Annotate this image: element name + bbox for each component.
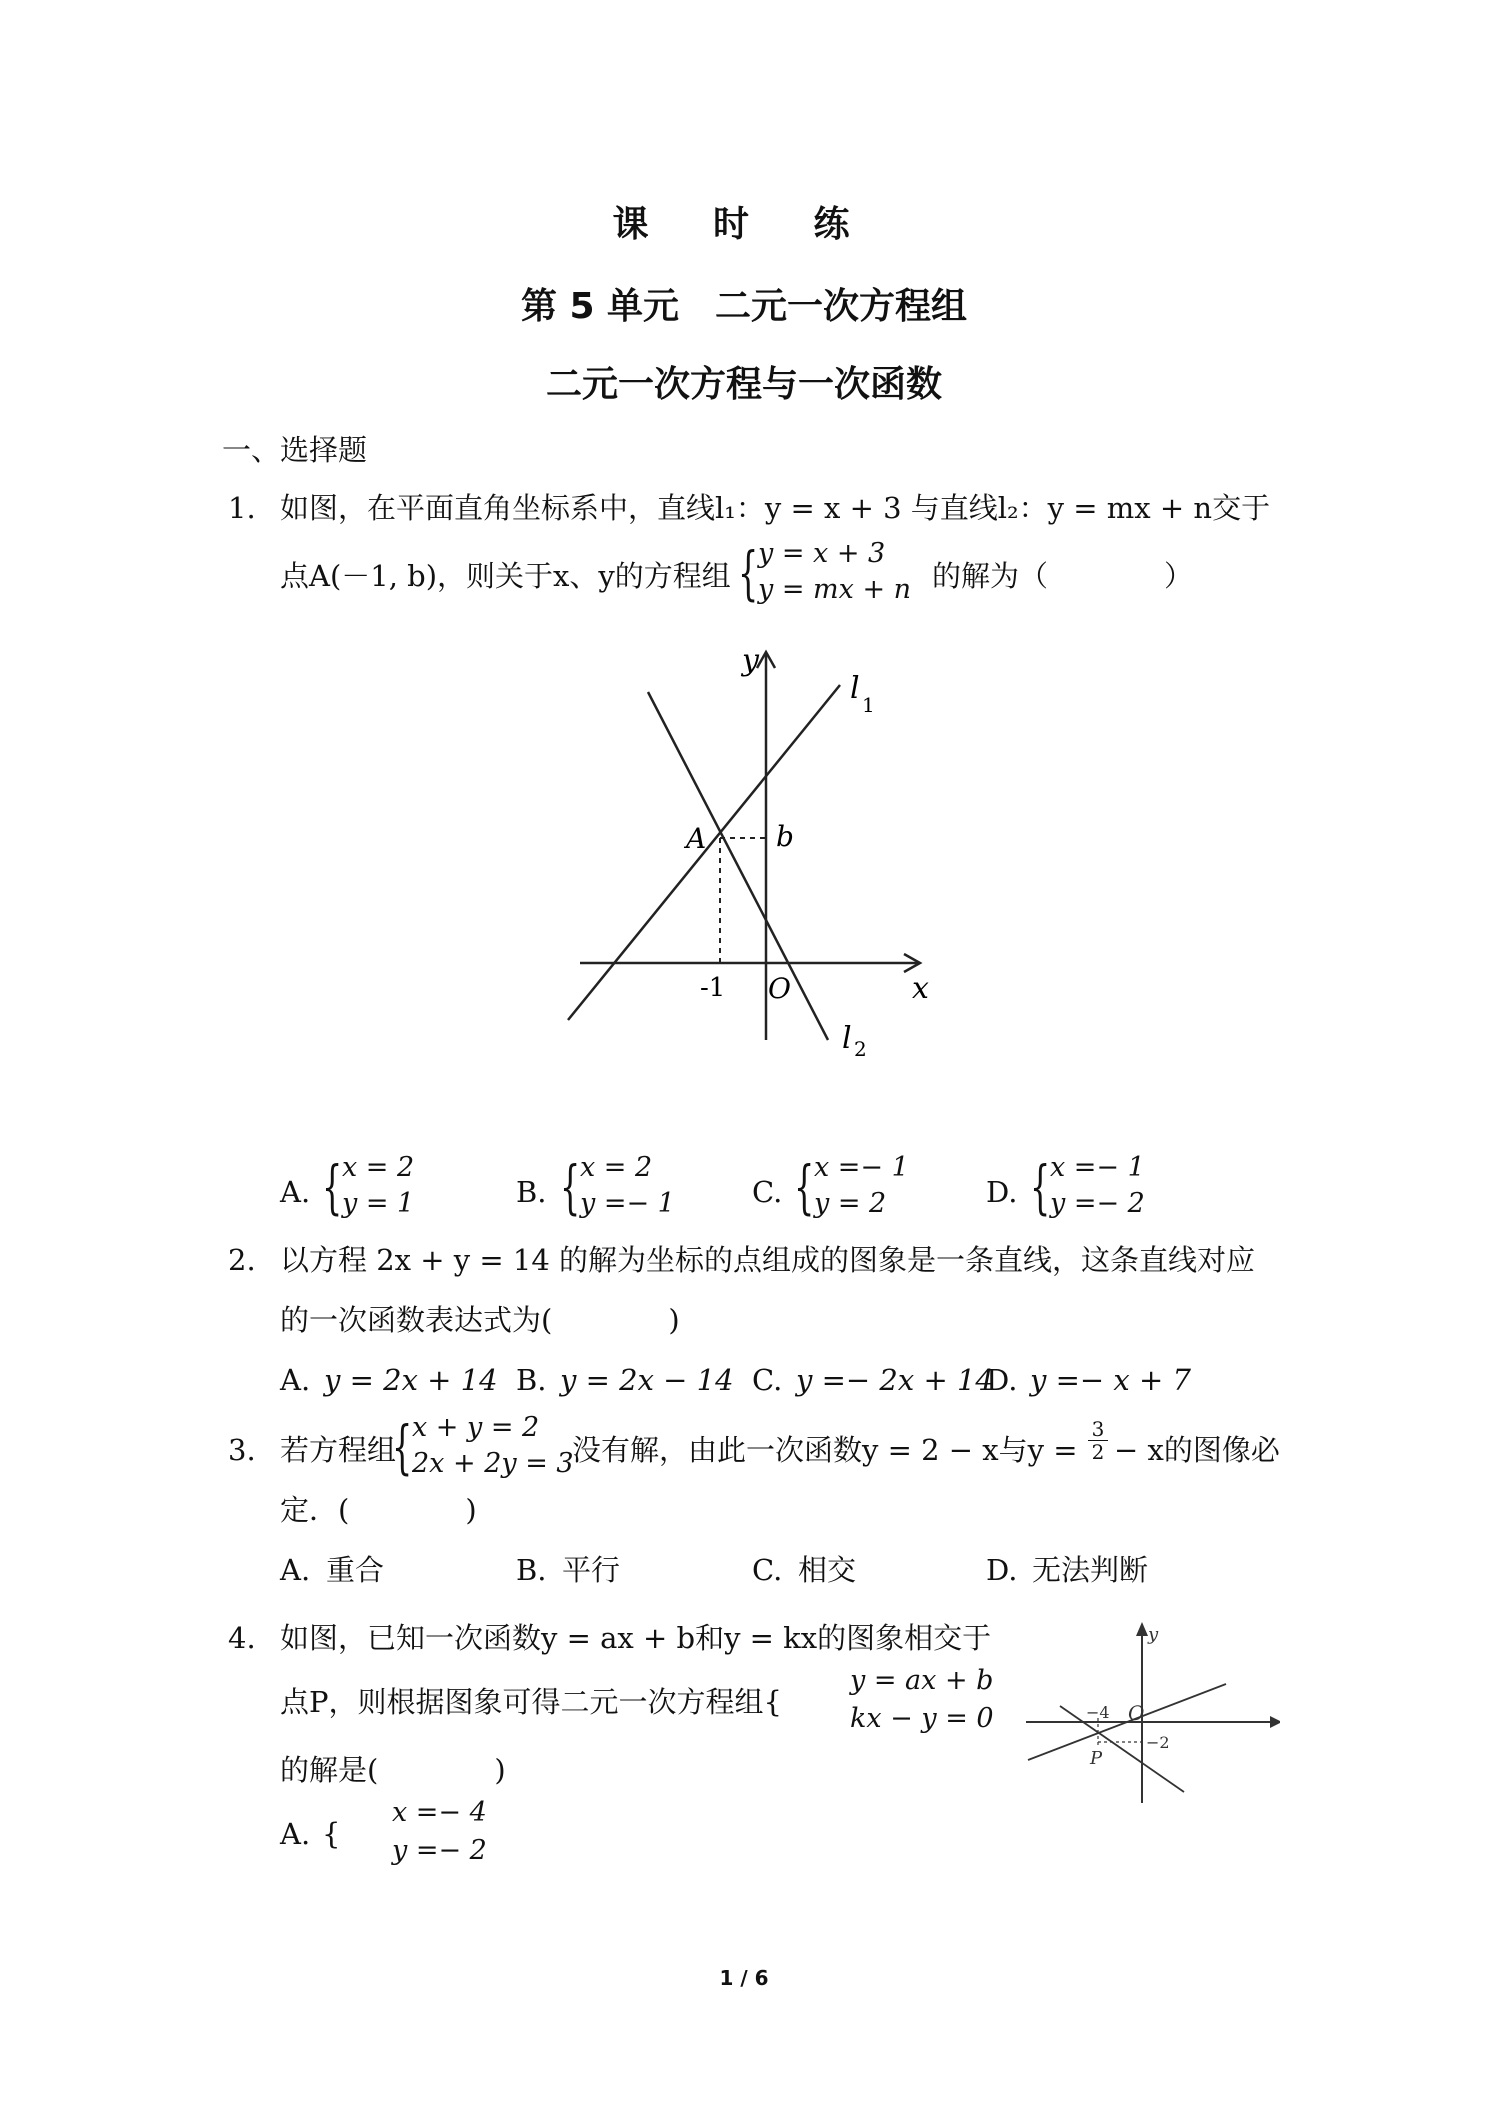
q1-y-label: y xyxy=(742,643,759,678)
q3-fraction-denominator: 2 xyxy=(1091,1440,1105,1464)
q4-x-arrow xyxy=(1270,1716,1280,1728)
q1-text-line2-post: 的解为（ ） xyxy=(932,559,1194,593)
q1-option-a-system xyxy=(322,1150,472,1224)
q3-system-row1: x + y = 2 xyxy=(412,1412,540,1443)
q1-option-d-brace: { xyxy=(1030,1153,1051,1221)
q4-origin-label: O xyxy=(1128,1701,1145,1725)
q4-system-row1: y = ax + b xyxy=(850,1665,994,1696)
q2-option-c-text: y =− 2x + 14 xyxy=(796,1363,994,1397)
q1-option-b-row2: y =− 1 xyxy=(580,1188,675,1219)
q2-option-b-letter: B. xyxy=(516,1363,547,1397)
q1-option-b-brace: { xyxy=(560,1153,581,1221)
q3-option-c-text: 相交 xyxy=(798,1553,857,1587)
q1-option-a-row2: y = 1 xyxy=(342,1188,415,1219)
q4-text-line1: 如图，已知一次函数y = ax + b和y = kx的图象相交于 xyxy=(280,1621,992,1655)
q1-option-a-row1: x = 2 xyxy=(342,1152,415,1183)
page-title: 课 时 练 xyxy=(612,204,876,245)
q4-y-arrow xyxy=(1136,1622,1148,1636)
q1-b-label: b xyxy=(776,820,794,853)
page-number: 1 / 6 xyxy=(719,1966,769,1990)
q4-neg2-label: −2 xyxy=(1146,1733,1170,1752)
q4-option-a-letter: A. xyxy=(280,1817,311,1851)
q1-option-c-row1: x =− 1 xyxy=(814,1152,909,1183)
q1-system-row1: y = x + 3 xyxy=(758,538,886,569)
q2-text-line1: 以方程 2x + y = 14 的解为坐标的点组成的图象是一条直线，这条直线对应 xyxy=(280,1243,1255,1277)
q4-system-row2: kx − y = 0 xyxy=(850,1703,994,1734)
q3-fraction xyxy=(1088,1418,1108,1463)
unit-title: 第 5 单元 二元一次方程组 xyxy=(520,286,968,327)
q1-option-c-letter: C. xyxy=(752,1175,783,1209)
q3-equation-system xyxy=(392,1410,574,1484)
q3-option-d-letter: D. xyxy=(986,1553,1018,1587)
q1-graph-figure xyxy=(560,640,950,1060)
q4-graph-figure xyxy=(1020,1618,1280,1808)
q1-neg1-tick-label: -1 xyxy=(700,973,726,1003)
q1-text-line2-pre: 点A(－1, b)，则关于x、y的方程组 xyxy=(280,559,731,593)
q3-text-line2: 定．( ) xyxy=(280,1493,477,1527)
q1-l2-subscript: 2 xyxy=(854,1037,867,1060)
q4-number: 4. xyxy=(228,1621,256,1655)
q4-option-a-system xyxy=(392,1794,487,1870)
q4-y-label: y xyxy=(1148,1624,1159,1645)
q3-option-a-text: 重合 xyxy=(326,1553,385,1587)
q1-option-c-brace: { xyxy=(794,1153,815,1221)
q4-option-a-brace: { xyxy=(322,1817,341,1851)
q1-x-label: x xyxy=(912,971,929,1006)
q3-system-row2: 2x + 2y = 3 xyxy=(412,1448,574,1479)
q1-brace: { xyxy=(738,539,759,607)
q1-option-b-letter: B. xyxy=(516,1175,547,1209)
lesson-title: 二元一次方程与一次函数 xyxy=(545,364,942,405)
q1-origin-label: O xyxy=(768,972,791,1005)
q3-text-post: − x的图像必 xyxy=(1114,1433,1280,1467)
q3-option-c-letter: C. xyxy=(752,1553,783,1587)
q3-text-mid: 没有解，由此一次函数y = 2 − x与y = xyxy=(572,1433,1078,1467)
q1-option-b-system xyxy=(560,1150,710,1224)
q3-option-d-text: 无法判断 xyxy=(1032,1553,1149,1587)
q4-equation-system xyxy=(850,1662,994,1738)
q3-option-b-letter: B. xyxy=(516,1553,547,1587)
q1-option-d-system xyxy=(1030,1150,1180,1224)
q1-l1-label: l xyxy=(850,671,860,706)
q1-l2-label: l xyxy=(842,1021,852,1056)
q2-text-line2: 的一次函数表达式为( ) xyxy=(280,1303,680,1337)
q1-text-line1: 如图，在平面直角坐标系中，直线l₁：y = x + 3 与直线l₂：y = mx + n交于 xyxy=(280,491,1271,525)
q4-text-line3: 的解是( ) xyxy=(280,1753,506,1787)
q2-number: 2. xyxy=(228,1243,256,1277)
q1-number: 1. xyxy=(228,491,256,525)
q1-l1-subscript: 1 xyxy=(862,693,875,717)
q3-option-b-text: 平行 xyxy=(562,1553,621,1587)
q2-option-a-letter: A. xyxy=(280,1363,311,1397)
q4-option-a-row1: x =− 4 xyxy=(392,1797,487,1828)
q1-line-l2 xyxy=(648,692,828,1040)
q1-option-b-row1: x = 2 xyxy=(580,1152,653,1183)
q2-option-d-text: y =− x + 7 xyxy=(1030,1363,1191,1397)
q1-system-row2: y = mx + n xyxy=(758,574,912,605)
q3-fraction-numerator: 3 xyxy=(1091,1417,1105,1441)
q1-option-d-row1: x =− 1 xyxy=(1050,1152,1145,1183)
section-heading: 一、选择题 xyxy=(222,433,368,467)
q1-option-c-system xyxy=(794,1150,944,1224)
q4-point-p-label: P xyxy=(1090,1748,1103,1769)
q1-option-a-brace: { xyxy=(322,1153,343,1221)
q1-point-a-label: A xyxy=(686,822,707,855)
q2-option-d-letter: D. xyxy=(986,1363,1018,1397)
q1-option-a-letter: A. xyxy=(280,1175,311,1209)
q1-option-d-letter: D. xyxy=(986,1175,1018,1209)
q3-number: 3. xyxy=(228,1433,256,1467)
q1-option-d-row2: y =− 2 xyxy=(1050,1188,1145,1219)
q4-text-line2-pre: 点P，则根据图象可得二元一次方程组{ xyxy=(280,1685,782,1719)
q4-option-a-row2: y =− 2 xyxy=(392,1835,487,1866)
q3-text-pre: 若方程组 xyxy=(280,1433,397,1467)
q2-option-c-letter: C. xyxy=(752,1363,783,1397)
q4-neg4-label: −4 xyxy=(1086,1703,1110,1722)
q1-equation-system xyxy=(738,536,918,610)
q2-option-b-text: y = 2x − 14 xyxy=(560,1363,734,1397)
q3-brace: { xyxy=(392,1413,413,1481)
q1-option-c-row2: y = 2 xyxy=(814,1188,887,1219)
q2-option-a-text: y = 2x + 14 xyxy=(324,1363,498,1397)
q3-option-a-letter: A. xyxy=(280,1553,311,1587)
